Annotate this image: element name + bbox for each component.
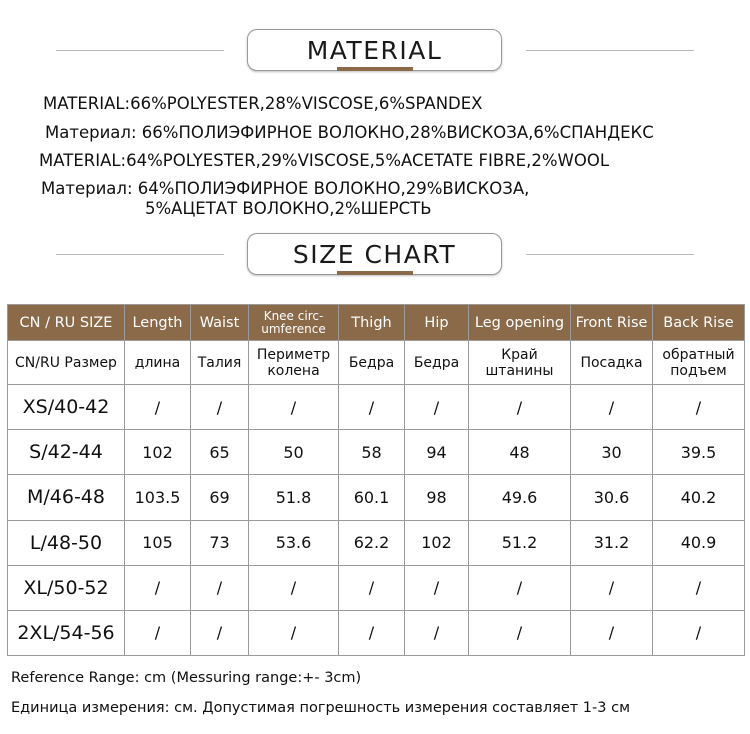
table-cell: 30.6 [571,475,653,520]
table-row [8,520,745,565]
title-accent-bar [337,67,413,71]
row-size-cell: S/42-44 [8,430,125,475]
header-length: Length [125,305,191,341]
table-header-ru-row [8,341,745,385]
title-divider-left [56,50,224,51]
header-waist: Waist [191,305,249,341]
material-line-2: Материал: 66%ПОЛИЭФИРНОЕ ВОЛОКНО,28%ВИСКОЗА,6%СПАНДЕКС [45,123,654,142]
header-front-rise: Front Rise [571,305,653,341]
table-cell: / [571,385,653,430]
table-cell: 49.6 [469,475,571,520]
table-cell: / [125,385,191,430]
table-cell: 65 [191,430,249,475]
table-cell: / [571,565,653,610]
table-cell: 103.5 [125,475,191,520]
material-title-banner [0,29,750,73]
table-cell: 39.5 [653,430,745,475]
table-row [8,385,745,430]
material-line-1: MATERIAL:66%POLYESTER,28%VISCOSE,6%SPANDEX [43,94,483,113]
table-cell: 58 [339,430,405,475]
row-size-cell: XS/40-42 [8,385,125,430]
table-cell: 51.8 [249,475,339,520]
table-cell: / [249,565,339,610]
table-cell: 102 [405,520,469,565]
table-cell: 48 [469,430,571,475]
material-line-4: Материал: 64%ПОЛИЭФИРНОЕ ВОЛОКНО,29%ВИСКОЗА, [41,179,530,198]
row-size-cell: 2XL/54-56 [8,610,125,655]
size-chart-title-banner [0,233,750,277]
title-divider-right [526,254,694,255]
row-size-cell: M/46-48 [8,475,125,520]
table-row [8,475,745,520]
table-cell: / [191,385,249,430]
table-cell: 30 [571,430,653,475]
table-cell: / [339,385,405,430]
table-cell: 53.6 [249,520,339,565]
measurement-note-ru: Единица измерения: см. Допустимая погрешность измерения составляет 1-3 см [11,700,631,716]
table-cell: / [653,385,745,430]
table-cell: 73 [191,520,249,565]
table-cell: / [653,565,745,610]
row-size-cell: XL/50-52 [8,565,125,610]
header-ru-knee: Периметр колена [249,341,339,385]
table-cell: 40.2 [653,475,745,520]
size-chart-table [7,304,745,656]
table-cell: / [571,610,653,655]
table-cell: / [653,610,745,655]
header-hip: Hip [405,305,469,341]
table-cell: / [191,610,249,655]
table-cell: 94 [405,430,469,475]
table-cell: 60.1 [339,475,405,520]
table-row [8,565,745,610]
material-line-3: MATERIAL:64%POLYESTER,29%VISCOSE,5%ACETATE FIBRE,2%WOOL [39,151,610,170]
table-cell: / [339,610,405,655]
table-cell: / [125,565,191,610]
header-back-rise: Back Rise [653,305,745,341]
table-cell: / [469,565,571,610]
table-row [8,430,745,475]
title-divider-left [56,254,224,255]
table-cell: 40.9 [653,520,745,565]
table-header-row [8,305,745,341]
table-cell: / [339,565,405,610]
title-divider-right [526,50,694,51]
table-cell: / [249,385,339,430]
row-size-cell: L/48-50 [8,520,125,565]
table-cell: / [405,565,469,610]
header-thigh: Thigh [339,305,405,341]
title-accent-bar [337,271,413,275]
table-cell: 69 [191,475,249,520]
header-ru-front-rise: Посадка [571,341,653,385]
table-cell: 31.2 [571,520,653,565]
table-cell: / [191,565,249,610]
header-ru-hip: Бедра [405,341,469,385]
header-ru-size: CN/RU Размер [8,341,125,385]
reference-range-note: Reference Range: cm (Messuring range:+- 3cm) [11,670,362,686]
material-title: MATERIAL [247,29,502,71]
header-ru-leg-opening: Край штанины [469,341,571,385]
header-leg-opening: Leg opening [469,305,571,341]
header-ru-thigh: Бедра [339,341,405,385]
table-cell: 102 [125,430,191,475]
table-cell: 50 [249,430,339,475]
header-ru-length: длина [125,341,191,385]
size-chart-title: SIZE CHART [247,233,502,275]
table-row [8,610,745,655]
table-cell: / [469,385,571,430]
table-cell: / [125,610,191,655]
header-knee-circumference: Knee circ-umference [249,305,339,341]
table-cell: 98 [405,475,469,520]
table-cell: 51.2 [469,520,571,565]
header-ru-waist: Талия [191,341,249,385]
table-cell: / [405,610,469,655]
material-line-5: 5%АЦЕТАТ ВОЛОКНО,2%ШЕРСТЬ [145,199,432,218]
header-ru-back-rise: обратный подъем [653,341,745,385]
table-cell: / [469,610,571,655]
table-cell: 62.2 [339,520,405,565]
header-size: CN / RU SIZE [8,305,125,341]
table-cell: / [249,610,339,655]
table-cell: 105 [125,520,191,565]
table-cell: / [405,385,469,430]
